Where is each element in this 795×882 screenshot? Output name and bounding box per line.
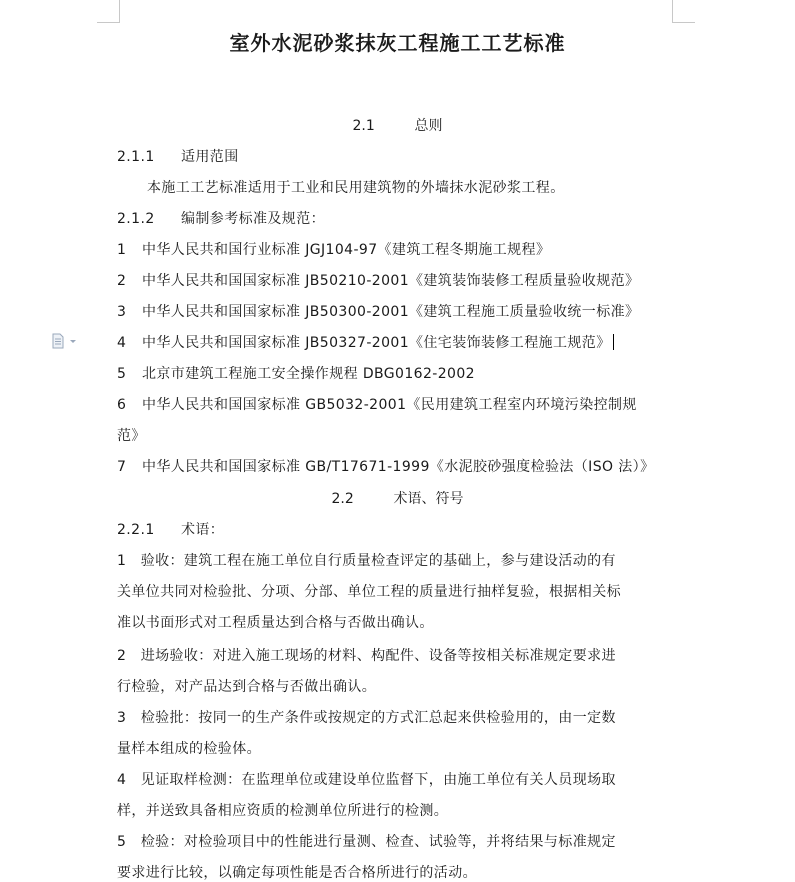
reference-item	[117, 394, 637, 414]
item-text: 中华人民共和国行业标准 JGJ104-97《建筑工程冬期施工规程》	[142, 242, 551, 258]
reference-item	[117, 332, 614, 352]
term-line: 样，并送致具备相应资质的检测单位所进行的检测。	[117, 803, 449, 819]
section-heading-2-2	[0, 488, 795, 508]
term-line: 1 验收：建筑工程在施工单位自行质量检查评定的基础上，参与建设活动的有	[117, 553, 616, 569]
subsection-label: 适用范围	[181, 149, 239, 165]
subsection-2-1-2	[117, 208, 325, 228]
item-text: 中华人民共和国国家标准 JB50300-2001《建筑工程施工质量验收统一标准》	[142, 304, 640, 320]
scope-paragraph: 本施工工艺标准适用于工业和民用建筑物的外墙抹水泥砂浆工程。	[147, 180, 565, 196]
item-text: 中华人民共和国国家标准 GB5032-2001《民用建筑工程室内环境污染控制规	[142, 397, 637, 413]
term-line: 2 进场验收：对进入施工现场的材料、构配件、设备等按相关标准规定要求进	[117, 648, 616, 664]
reference-item	[117, 456, 654, 476]
item-number: 4	[117, 335, 127, 351]
subsection-number: 2.1.1	[117, 149, 155, 165]
item-number: 3	[117, 304, 127, 320]
section-number: 2.2	[331, 491, 354, 507]
subsection-label: 术语：	[181, 522, 225, 538]
section-number: 2.1	[352, 118, 375, 134]
subsection-label: 编制参考标准及规范：	[181, 211, 325, 227]
term-line: 准以书面形式对工程质量达到合格与否做出确认。	[117, 615, 434, 631]
text-cursor	[613, 334, 614, 350]
subsection-2-2-1	[117, 519, 224, 539]
reference-item-continuation: 范》	[117, 428, 146, 444]
reference-item	[117, 363, 475, 383]
item-number: 5	[117, 366, 127, 382]
subsection-2-1-1	[117, 146, 239, 166]
term-line: 行检验，对产品达到合格与否做出确认。	[117, 679, 377, 695]
term-line: 要求进行比较，以确定每项性能是否合格所进行的活动。	[117, 865, 477, 881]
term-line: 4 见证取样检测：在监理单位或建设单位监督下，由施工单位有关人员现场取	[117, 772, 616, 788]
paragraph-options-icon[interactable]	[50, 333, 80, 349]
item-text: 中华人民共和国国家标准 JB50210-2001《建筑装饰装修工程质量验收规范》	[142, 273, 640, 289]
item-number: 1	[117, 242, 127, 258]
crop-mark-top-right	[672, 0, 695, 23]
term-line: 3 检验批：按同一的生产条件或按规定的方式汇总起来供检验用的，由一定数	[117, 710, 616, 726]
reference-item	[117, 301, 639, 321]
term-line: 5 检验：对检验项目中的性能进行量测、检查、试验等，并将结果与标准规定	[117, 834, 616, 850]
item-number: 7	[117, 459, 127, 475]
item-number: 2	[117, 273, 127, 289]
reference-item	[117, 270, 639, 290]
term-line: 关单位共同对检验批、分项、分部、单位工程的质量进行抽样复验，根据相关标	[117, 584, 621, 600]
item-text: 中华人民共和国国家标准 GB/T17671-1999《水泥胶砂强度检验法（ISO 法）》	[142, 459, 655, 475]
section-label: 总则	[414, 118, 443, 134]
item-number: 6	[117, 397, 127, 413]
term-line: 量样本组成的检验体。	[117, 741, 261, 757]
subsection-number: 2.2.1	[117, 522, 155, 538]
document-title: 室外水泥砂浆抹灰工程施工工艺标准	[229, 31, 566, 55]
subsection-number: 2.1.2	[117, 211, 155, 227]
item-text: 中华人民共和国国家标准 JB50327-2001《住宅装饰装修工程施工规范》	[142, 335, 611, 351]
section-heading-2-1	[0, 115, 795, 135]
reference-item	[117, 239, 550, 259]
section-label: 术语、符号	[393, 491, 464, 507]
crop-mark-top-left	[97, 0, 120, 23]
item-text: 北京市建筑工程施工安全操作规程 DBG0162-2002	[142, 366, 475, 382]
